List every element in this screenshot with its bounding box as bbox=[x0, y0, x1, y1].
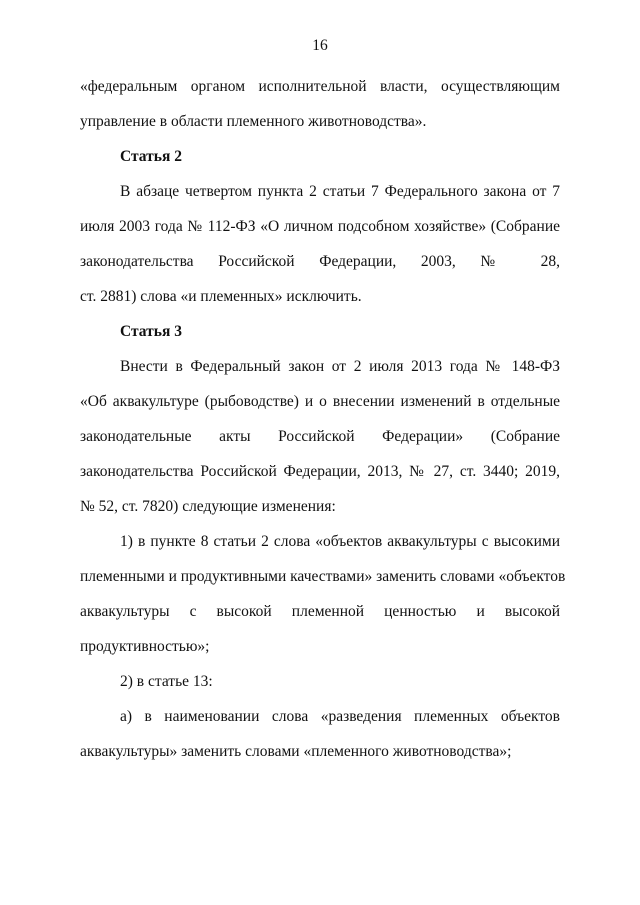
text-line: Внести в Федеральный закон от 2 июля 2013 года № 148-ФЗ bbox=[120, 358, 560, 375]
page-number: 16 bbox=[312, 37, 328, 54]
text-line: продуктивностью»; bbox=[80, 638, 210, 655]
text-line: законодательства Российской Федерации, 2013, № 27, ст. 3440; 2019, bbox=[80, 463, 560, 480]
text-line: а) в наименовании слова «разведения племенных объектов bbox=[120, 708, 560, 725]
article-heading-3: Статья 3 bbox=[120, 323, 182, 340]
text-line: законодательные акты Российской Федерации» (Собрание bbox=[80, 428, 560, 445]
text-line: «федеральным органом исполнительной власти, осуществляющим bbox=[80, 78, 560, 95]
text-line: № 52, ст. 7820) следующие изменения: bbox=[80, 498, 336, 515]
text-line: аквакультуры» заменить словами «племенного животноводства»; bbox=[80, 743, 512, 760]
text-line: ст. 2881) слова «и племенных» исключить. bbox=[80, 288, 362, 305]
text-line: племенными и продуктивными качествами» заменить словами «объектов bbox=[80, 568, 566, 585]
text-line: июля 2003 года № 112-ФЗ «О личном подсобном хозяйстве» (Собрание bbox=[80, 218, 560, 235]
text-line: 1) в пункте 8 статьи 2 слова «объектов аквакультуры с высокими bbox=[120, 533, 560, 550]
text-line: 2) в статье 13: bbox=[120, 673, 213, 690]
article-heading-2: Статья 2 bbox=[120, 148, 182, 165]
text-line: В абзаце четвертом пункта 2 статьи 7 Федерального закона от 7 bbox=[120, 183, 560, 200]
text-line: законодательства Российской Федерации, 2003, № 28, bbox=[80, 253, 560, 270]
text-line: аквакультуры с высокой племенной ценностью и высокой bbox=[80, 603, 560, 620]
text-line: «Об аквакультуре (рыбоводстве) и о внесении изменений в отдельные bbox=[80, 393, 560, 410]
text-line: управление в области племенного животноводства». bbox=[80, 113, 427, 130]
